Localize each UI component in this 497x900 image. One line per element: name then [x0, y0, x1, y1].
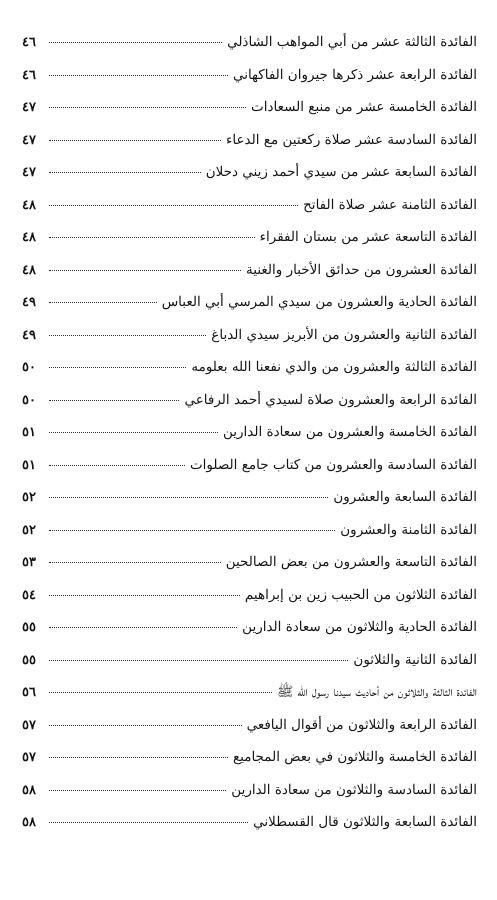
toc-entry	[22, 390, 477, 423]
toc-entry-title: الفائدة الثلاثون من الحبيب زين بن إبراهيم	[244, 586, 477, 603]
toc-entry	[22, 130, 477, 163]
dot-leader	[49, 42, 222, 43]
toc-entry-page-number: ٤٩	[22, 295, 36, 310]
toc-entry-page-number: ٥٥	[22, 620, 36, 635]
toc-entry	[22, 520, 477, 553]
toc-entry-title: الفائدة الحادية والثلاثون من سعادة الدارين	[242, 619, 477, 635]
toc-entry-page-number: ٤٦	[22, 67, 36, 83]
toc-entry	[22, 65, 477, 98]
table-of-contents	[22, 32, 477, 845]
toc-entry	[22, 812, 477, 845]
dot-leader	[49, 595, 240, 596]
toc-entry-title: الفائدة السابعة عشر من سيدي أحمد زيني دحلان	[205, 164, 477, 180]
toc-entry-page-number: ٥٢	[22, 522, 36, 538]
toc-entry-page-number: ٤٩	[22, 327, 36, 343]
toc-entry-title: الفائدة الحادية والعشرون من سيدي المرسي أبي العباس	[161, 294, 477, 310]
toc-entry-page-number: ٥٨	[22, 782, 36, 798]
dot-leader	[49, 302, 157, 303]
toc-entry	[22, 617, 477, 650]
toc-entry	[22, 715, 477, 748]
toc-entry	[22, 162, 477, 195]
toc-entry-title: الفائدة السادسة عشر صلاة ركعتين مع الدعاء	[226, 131, 477, 148]
toc-entry-title: الفائدة الخامسة والثلاثون في بعض المجاميع	[232, 749, 477, 765]
toc-entry	[22, 780, 477, 813]
toc-entry	[22, 227, 477, 260]
dot-leader	[49, 562, 221, 563]
dot-leader	[49, 140, 221, 141]
toc-entry-title: الفائدة الخامسة عشر من منبع السعادات	[250, 99, 477, 115]
toc-entry-title: الفائدة العشرون من حدائق الأخبار والغنية	[246, 261, 477, 278]
toc-entry-page-number: ٤٨	[22, 197, 36, 213]
toc-entry-page-number: ٥٢	[22, 490, 36, 505]
dot-leader	[49, 790, 226, 791]
toc-entry-title: الفائدة الثانية والعشرون من الأبريز سيدي الدباغ	[211, 326, 477, 343]
toc-entry	[22, 682, 477, 715]
dot-leader	[49, 627, 237, 628]
toc-entry	[22, 487, 477, 520]
dot-leader	[49, 725, 242, 726]
toc-entry-title: الفائدة الثالثة والعشرون من والدي نفعنا الله بعلومه	[191, 359, 477, 375]
toc-entry-title: الفائدة السادسة والعشرون من كتاب جامع الصلوات	[189, 456, 477, 473]
toc-entry	[22, 357, 477, 390]
toc-entry-page-number: ٥١	[22, 457, 36, 473]
toc-entry	[22, 422, 477, 455]
toc-entry	[22, 552, 477, 585]
dot-leader	[49, 757, 228, 758]
toc-entry-page-number: ٤٧	[22, 132, 36, 148]
dot-leader	[49, 660, 348, 661]
dot-leader	[49, 465, 185, 466]
toc-entry	[22, 32, 477, 65]
toc-entry-title: الفائدة الثامنة عشر صلاة الفاتح	[303, 196, 477, 213]
toc-entry	[22, 747, 477, 780]
dot-leader	[49, 432, 218, 433]
toc-entry	[22, 292, 477, 325]
toc-entry-title: الفائدة الثالثة عشر من أبي المواهب الشاذلي	[227, 34, 477, 50]
toc-entry-title: الفائدة الثالثة والثلاثون من أحاديث سيدنا رسول الله ﷺ	[276, 684, 477, 700]
dot-leader	[49, 530, 335, 531]
toc-entry-title: الفائدة الرابعة والثلاثون من أقوال اليافعي	[246, 716, 477, 733]
toc-entry	[22, 585, 477, 618]
toc-entry-page-number: ٥٠	[22, 360, 36, 375]
toc-entry	[22, 195, 477, 228]
toc-entry-title: الفائدة السابعة والثلاثون قال القسطلاني	[253, 814, 477, 830]
toc-entry-page-number: ٤٨	[22, 230, 36, 245]
toc-entry-page-number: ٥٣	[22, 555, 36, 570]
toc-entry-page-number: ٥٦	[22, 685, 36, 700]
toc-entry-title: الفائدة السادسة والثلاثون من سعادة الدارين	[231, 781, 477, 798]
toc-entry-page-number: ٥١	[22, 425, 36, 440]
toc-entry	[22, 650, 477, 683]
toc-entry-title: الفائدة الرابعة عشر ذكرها جيروان الفاكهاني	[232, 66, 477, 83]
toc-entry-page-number: ٥٧	[22, 717, 36, 733]
dot-leader	[49, 172, 201, 173]
toc-entry-page-number: ٥٧	[22, 750, 36, 765]
toc-entry-page-number: ٤٧	[22, 100, 36, 115]
toc-entry-title: الفائدة التاسعة عشر من بستان الفقراء	[259, 229, 477, 245]
toc-entry-page-number: ٤٦	[22, 35, 36, 50]
toc-entry-title: الفائدة الرابعة والعشرون صلاة لسيدي أحمد الرفاعي	[184, 391, 477, 408]
dot-leader	[49, 335, 206, 336]
toc-entry-page-number: ٤٧	[22, 165, 36, 180]
toc-entry	[22, 455, 477, 488]
dot-leader	[49, 822, 248, 823]
toc-entry-title: الفائدة السابعة والعشرون	[333, 489, 477, 505]
dot-leader	[49, 497, 328, 498]
dot-leader	[49, 400, 179, 401]
toc-entry-page-number: ٤٨	[22, 262, 36, 278]
dot-leader	[49, 107, 246, 108]
dot-leader	[49, 692, 272, 693]
toc-entry-page-number: ٥٠	[22, 392, 36, 408]
toc-entry	[22, 260, 477, 293]
toc-entry-title: الفائدة الثامنة والعشرون	[340, 521, 477, 538]
toc-entry	[22, 97, 477, 130]
dot-leader	[49, 367, 186, 368]
toc-entry-page-number: ٥٥	[22, 652, 36, 668]
dot-leader	[49, 237, 255, 238]
toc-entry-title: الفائدة الثانية والثلاثون	[353, 651, 477, 668]
toc-entry-page-number: ٥٨	[22, 815, 36, 830]
dot-leader	[49, 75, 228, 76]
dot-leader	[49, 205, 298, 206]
toc-entry	[22, 325, 477, 358]
toc-entry-title: الفائدة التاسعة والعشرون من بعض الصالحين	[225, 554, 477, 570]
dot-leader	[49, 270, 241, 271]
toc-entry-page-number: ٥٤	[22, 587, 36, 603]
toc-entry-title: الفائدة الخامسة والعشرون من سعادة الدارين	[223, 424, 477, 440]
